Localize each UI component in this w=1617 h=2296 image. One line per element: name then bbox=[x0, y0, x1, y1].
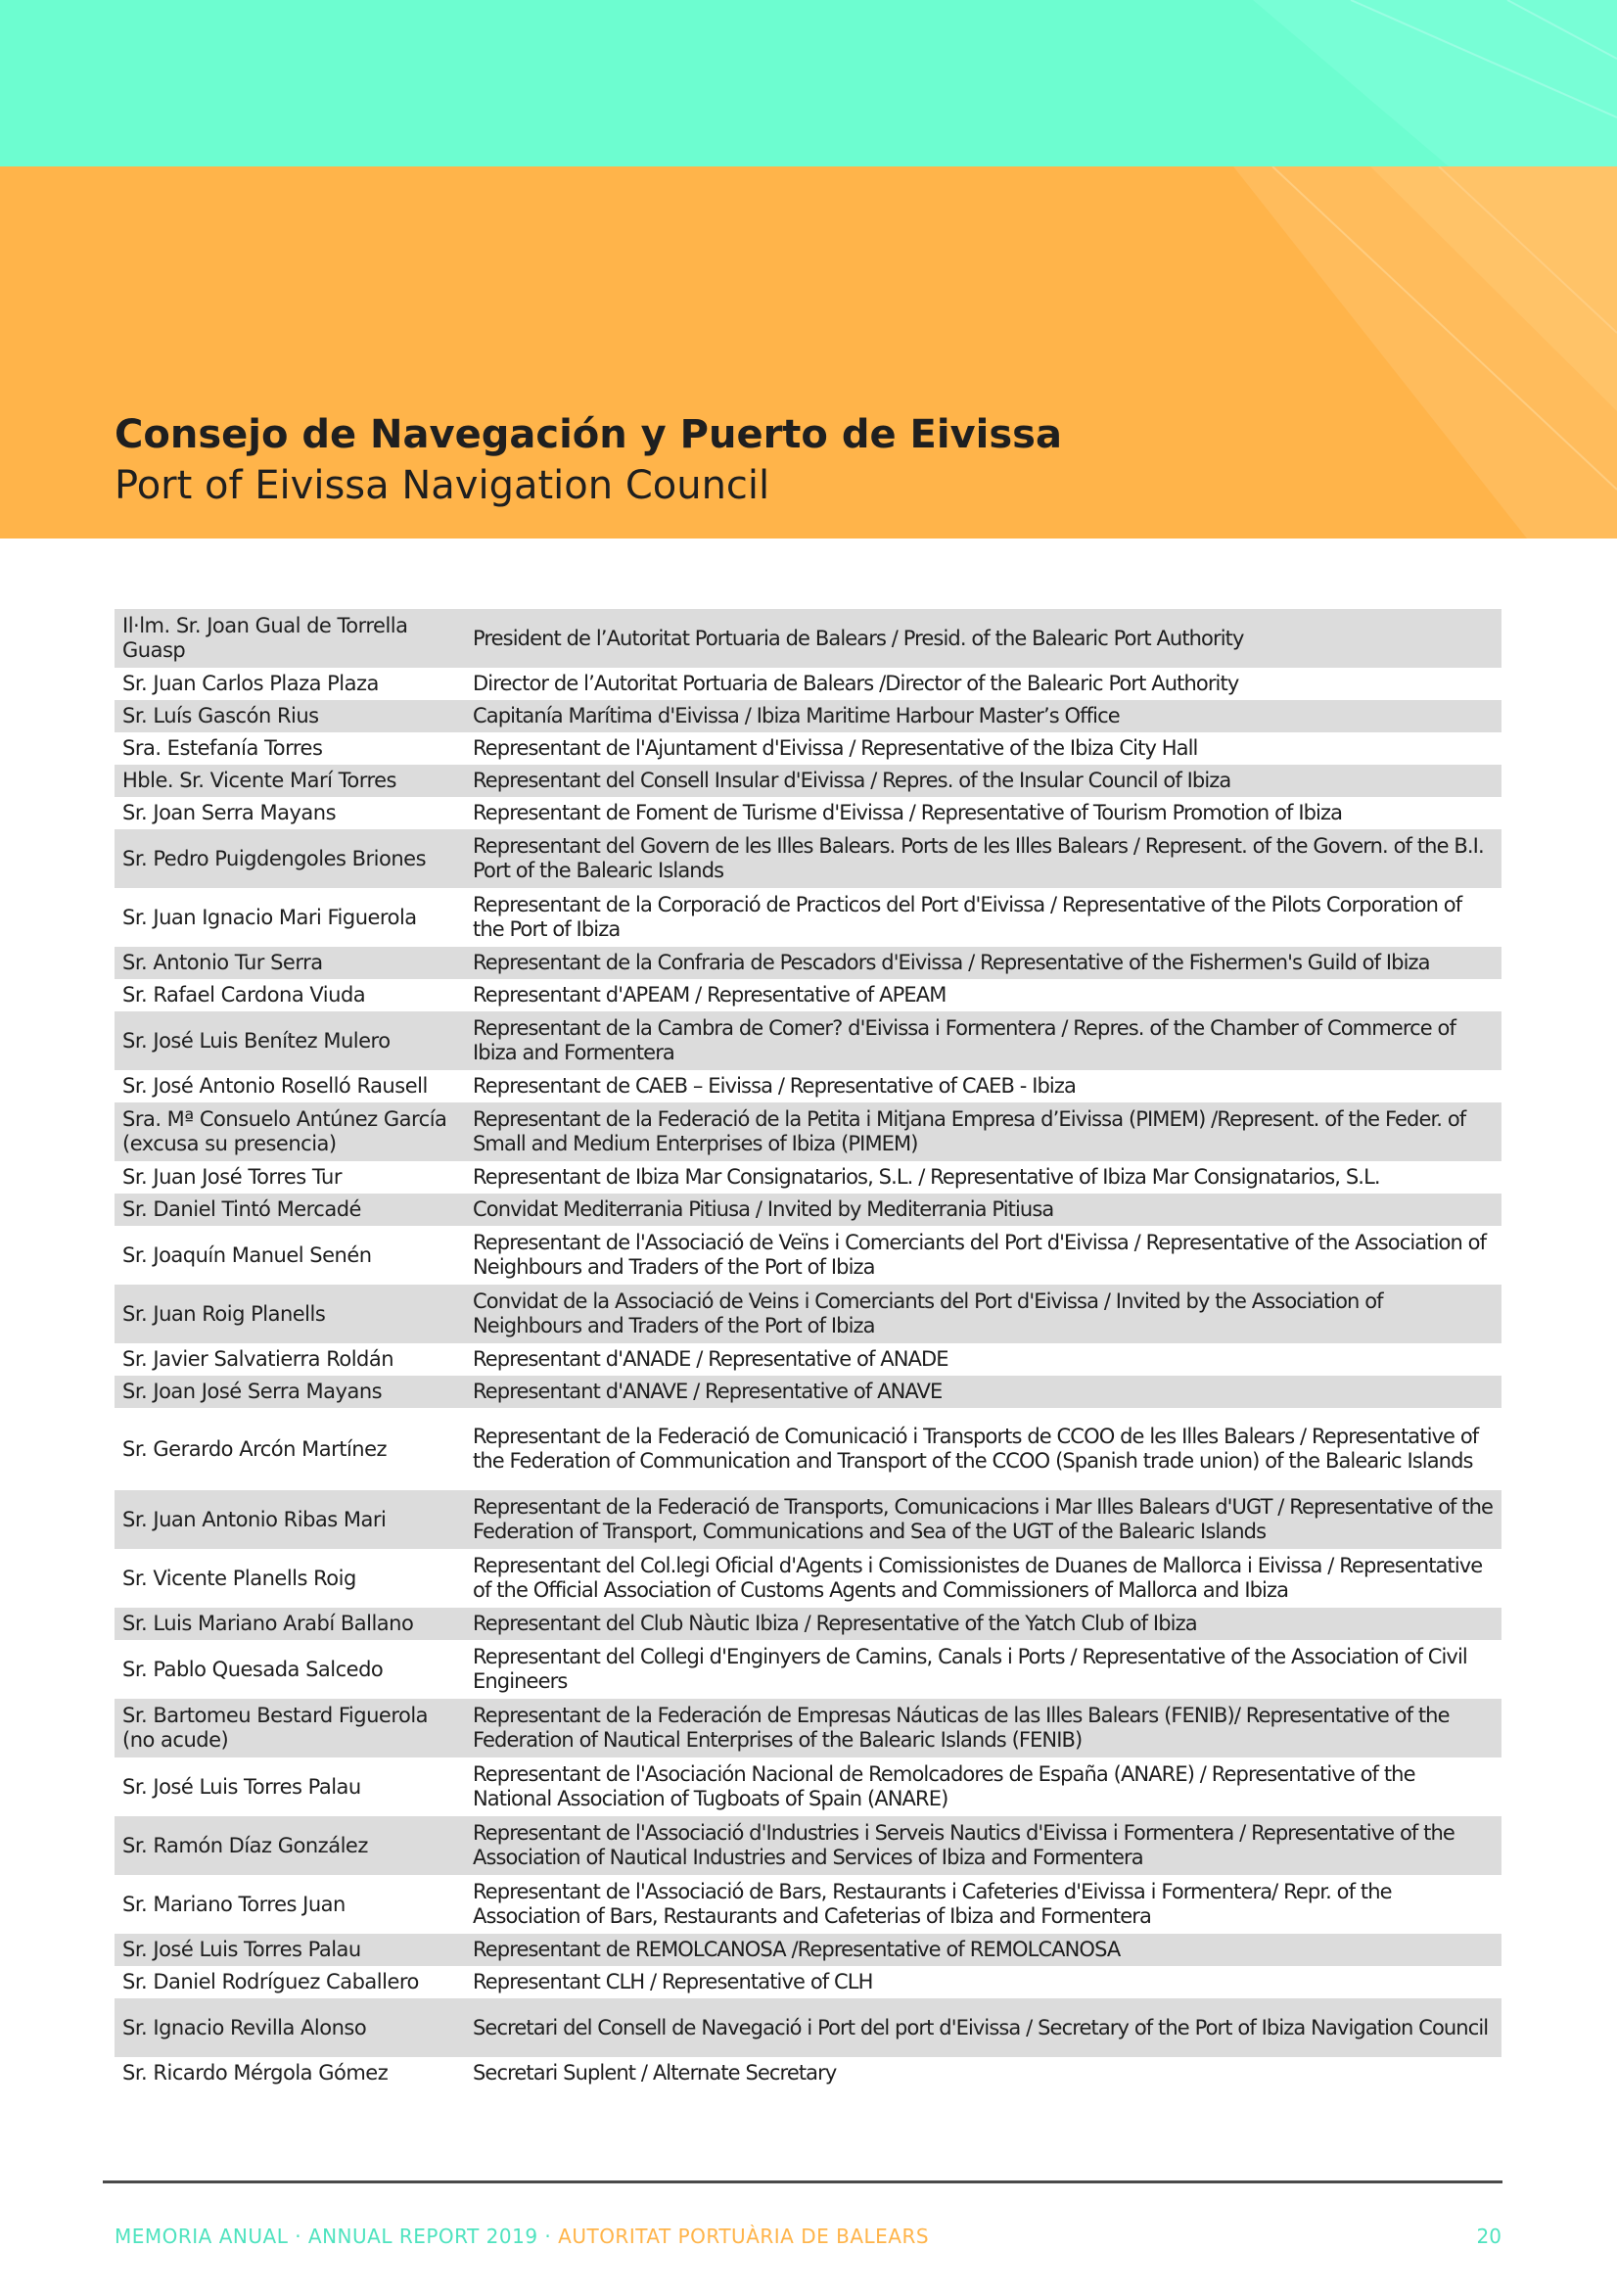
member-role: Representant CLH / Representative of CLH bbox=[473, 1970, 873, 1993]
member-name: Sr. Ramón Díaz González bbox=[115, 1816, 465, 1875]
member-row bbox=[115, 1549, 1502, 1608]
member-role: Representant de CAEB – Eivissa / Representative of CAEB - Ibiza bbox=[473, 1074, 1076, 1098]
member-role: Director de l’Autoritat Portuaria de Balears /Director of the Balearic Port Authority bbox=[473, 672, 1239, 695]
member-role: Representant de l'Ajuntament d'Eivissa / Representative of the Ibiza City Hall bbox=[473, 736, 1198, 760]
title-english: Port of Eivissa Navigation Council bbox=[115, 463, 770, 508]
member-row bbox=[115, 732, 1502, 765]
member-name: Sr. Ricardo Mérgola Gómez bbox=[122, 2061, 389, 2085]
member-row bbox=[115, 1934, 1502, 1966]
member-role: Convidat de la Associació de Veins i Comerciants del Port d'Eivissa / Invited by the Association of Neighbours and Traders of the Port of Ibiza bbox=[465, 1285, 1502, 1343]
member-role: Representant de REMOLCANOSA /Representative of REMOLCANOSA bbox=[465, 1934, 1502, 1966]
page-number: 20 bbox=[1476, 2225, 1502, 2248]
header-band-mint bbox=[0, 0, 1617, 166]
member-name: Sr. Juan Roig Planells bbox=[115, 1285, 465, 1343]
member-name: Sr. Daniel Rodríguez Caballero bbox=[122, 1970, 419, 1993]
member-name: Sr. Pablo Quesada Salcedo bbox=[122, 1657, 384, 1681]
member-role: Representant del Club Nàutic Ibiza / Representative of the Yatch Club of Ibiza bbox=[465, 1608, 1502, 1640]
member-name: Sr. José Luis Benítez Mulero bbox=[115, 1011, 465, 1070]
member-role: Representant del Govern de les Illes Balears. Ports de les Illes Balears / Represent. of the Govern. of the B.I. Port of the Balearic Islands bbox=[465, 829, 1502, 888]
member-name: Sr. Antonio Tur Serra bbox=[115, 947, 465, 979]
member-row bbox=[115, 1343, 1502, 1376]
member-role: Secretari del Consell de Navegació i Port del port d'Eivissa / Secretary of the Port of Ibiza Navigation Council bbox=[465, 1998, 1502, 2057]
member-role: Representant del Collegi d'Enginyers de Camins, Canals i Ports / Representative of the Association of Civil Engineers bbox=[473, 1645, 1467, 1693]
member-row bbox=[115, 1608, 1502, 1640]
member-row bbox=[115, 1966, 1502, 1998]
member-name: Sr. Vicente Planells Roig bbox=[122, 1566, 356, 1590]
member-name: Sr. Luís Gascón Rius bbox=[115, 700, 465, 732]
member-row bbox=[115, 1816, 1502, 1875]
member-row bbox=[115, 1640, 1502, 1699]
member-role: Convidat Mediterrania Pitiusa / Invited by Mediterrania Pitiusa bbox=[465, 1194, 1502, 1226]
member-row bbox=[115, 1408, 1502, 1490]
member-row bbox=[115, 1226, 1502, 1285]
member-role: Representant de l'Asociación Nacional de Remolcadores de España (ANARE) / Representative of the National Association of Tugboats of Spain (ANARE) bbox=[473, 1762, 1415, 1810]
member-role: Representant del Consell Insular d'Eivissa / Repres. of the Insular Council of Ibiza bbox=[465, 765, 1502, 797]
member-name: Hble. Sr. Vicente Marí Torres bbox=[115, 765, 465, 797]
member-role: Representant de Ibiza Mar Consignatarios, S.L. / Representative of Ibiza Mar Consignatarios, S.L. bbox=[473, 1165, 1380, 1189]
footer-divider bbox=[103, 2180, 1502, 2183]
member-name: Sr. Gerardo Arcón Martínez bbox=[122, 1436, 388, 1461]
member-row bbox=[115, 1699, 1502, 1757]
member-role: Representant d'ANADE / Representative of ANADE bbox=[473, 1347, 948, 1371]
member-row bbox=[115, 1998, 1502, 2057]
title-spanish: Consejo de Navegación y Puerto de Eivissa bbox=[115, 412, 1062, 457]
footer-authority-label: AUTORITAT PORTUÀRIA DE BALEARS bbox=[558, 2225, 930, 2248]
member-row bbox=[115, 947, 1502, 979]
member-role: Representant de la Cambra de Comer? d'Eivissa i Formentera / Repres. of the Chamber of Commerce of Ibiza and Formentera bbox=[465, 1011, 1502, 1070]
footer-report-label: MEMORIA ANUAL · ANNUAL REPORT 2019 · bbox=[115, 2225, 559, 2248]
member-row bbox=[115, 1161, 1502, 1194]
member-row bbox=[115, 765, 1502, 797]
member-role: Representant del Col.legi Oficial d'Agents i Comissionistes de Duanes de Mallorca i Eivissa / Representative of the Official Association of Customs Agents and Commissioners of Mallorca and Ibiza bbox=[473, 1554, 1483, 1602]
member-name: Sr. José Luis Torres Palau bbox=[122, 1774, 361, 1799]
member-role: President de l’Autoritat Portuaria de Balears / Presid. of the Balearic Port Authority bbox=[465, 609, 1502, 668]
decorative-diagonal-lines bbox=[0, 0, 1617, 166]
member-role: Representant de l'Associació de Bars, Restaurants i Cafeteries d'Eivissa i Formentera/ Repr. of the Association of Bars, Restaurants and Cafeterias of Ibiza and Formentera bbox=[473, 1880, 1392, 1928]
footer-caption bbox=[115, 2225, 929, 2248]
member-row bbox=[115, 609, 1502, 668]
member-row bbox=[115, 1011, 1502, 1070]
member-role: Representant d'APEAM / Representative of APEAM bbox=[473, 983, 947, 1007]
member-name: Sr. Rafael Cardona Viuda bbox=[122, 983, 366, 1007]
member-row bbox=[115, 1194, 1502, 1226]
member-role: Representant de la Federación de Empresas Náuticas de las Illes Balears (FENIB)/ Representative of the Federation of Nautical Enterprises of the Balearic Islands (FENIB) bbox=[465, 1699, 1502, 1757]
member-name: Sr. Juan Ignacio Mari Figuerola bbox=[122, 905, 417, 929]
member-name: Il·lm. Sr. Joan Gual de Torrella Guasp bbox=[115, 609, 465, 668]
member-name: Sr. José Antonio Roselló Rausell bbox=[122, 1074, 428, 1098]
member-row bbox=[115, 979, 1502, 1011]
member-role: Representant d'ANAVE / Representative of ANAVE bbox=[465, 1376, 1502, 1408]
members-table-body bbox=[115, 609, 1502, 2089]
member-name: Sr. Pedro Puigdengoles Briones bbox=[115, 829, 465, 888]
member-name: Sr. Joaquín Manuel Senén bbox=[122, 1242, 372, 1267]
member-name: Sr. Joan Serra Mayans bbox=[122, 801, 337, 824]
member-name: Sr. Bartomeu Bestard Figuerola (no acude) bbox=[115, 1699, 465, 1757]
member-name: Sr. Juan José Torres Tur bbox=[122, 1165, 342, 1189]
member-row bbox=[115, 1875, 1502, 1934]
member-row bbox=[115, 1376, 1502, 1408]
member-name: Sr. Javier Salvatierra Roldán bbox=[122, 1347, 394, 1371]
member-row bbox=[115, 797, 1502, 829]
member-row bbox=[115, 700, 1502, 732]
member-row bbox=[115, 1285, 1502, 1343]
member-name: Sr. Joan José Serra Mayans bbox=[115, 1376, 465, 1408]
member-role: Representant de la Confraria de Pescadors d'Eivissa / Representative of the Fishermen's Guild of Ibiza bbox=[465, 947, 1502, 979]
member-role: Representant de la Federació de la Petita i Mitjana Empresa d’Eivissa (PIMEM) /Represent. of the Feder. of Small and Medium Enterprises of Ibiza (PIMEM) bbox=[465, 1102, 1502, 1161]
member-row bbox=[115, 668, 1502, 700]
member-row bbox=[115, 829, 1502, 888]
member-name: Sr. Daniel Tintó Mercadé bbox=[115, 1194, 465, 1226]
member-row bbox=[115, 1070, 1502, 1102]
members-table bbox=[115, 609, 1502, 2089]
member-name: Sra. Estefanía Torres bbox=[122, 736, 323, 760]
member-row bbox=[115, 888, 1502, 947]
member-row bbox=[115, 1102, 1502, 1161]
member-row bbox=[115, 2057, 1502, 2089]
member-role: Capitanía Marítima d'Eivissa / Ibiza Maritime Harbour Master’s Office bbox=[465, 700, 1502, 732]
member-role: Representant de l'Associació d'Industries i Serveis Nautics d'Eivissa i Formentera / Representative of the Association of Nautical Industries and Services of Ibiza and Formentera bbox=[465, 1816, 1502, 1875]
member-role: Representant de Foment de Turisme d'Eivissa / Representative of Tourism Promotion of Ibiza bbox=[473, 801, 1343, 824]
member-row bbox=[115, 1490, 1502, 1549]
member-name: Sr. Ignacio Revilla Alonso bbox=[115, 1998, 465, 2057]
member-row bbox=[115, 1757, 1502, 1816]
member-name: Sr. Mariano Torres Juan bbox=[122, 1892, 346, 1916]
member-name: Sr. Juan Carlos Plaza Plaza bbox=[122, 672, 379, 695]
member-name: Sr. Juan Antonio Ribas Mari bbox=[115, 1490, 465, 1549]
member-role: Representant de la Corporació de Practicos del Port d'Eivissa / Representative of the Pilots Corporation of the Port of Ibiza bbox=[473, 893, 1462, 941]
member-name: Sr. Luis Mariano Arabí Ballano bbox=[115, 1608, 465, 1640]
member-name: Sr. José Luis Torres Palau bbox=[115, 1934, 465, 1966]
member-role: Representant de la Federació de Transports, Comunicacions i Mar Illes Balears d'UGT / Representative of the Federation of Transport, Communications and Sea of the UGT of the Balearic Islands bbox=[465, 1490, 1502, 1549]
member-role: Representant de la Federació de Comunicació i Transports de CCOO de les Illes Balears / Representative of the Federation of Communication and Transport of the CCOO (Spanish trade union) of the Balearic Islands bbox=[473, 1425, 1479, 1473]
member-name: Sra. Mª Consuelo Antúnez García (excusa su presencia) bbox=[115, 1102, 465, 1161]
member-role: Representant de l'Associació de Veïns i Comerciants del Port d'Eivissa / Representative of the Association of Neighbours and Traders of the Port of Ibiza bbox=[473, 1231, 1487, 1279]
member-role: Secretari Suplent / Alternate Secretary bbox=[473, 2061, 837, 2085]
page-heading bbox=[115, 409, 1062, 511]
